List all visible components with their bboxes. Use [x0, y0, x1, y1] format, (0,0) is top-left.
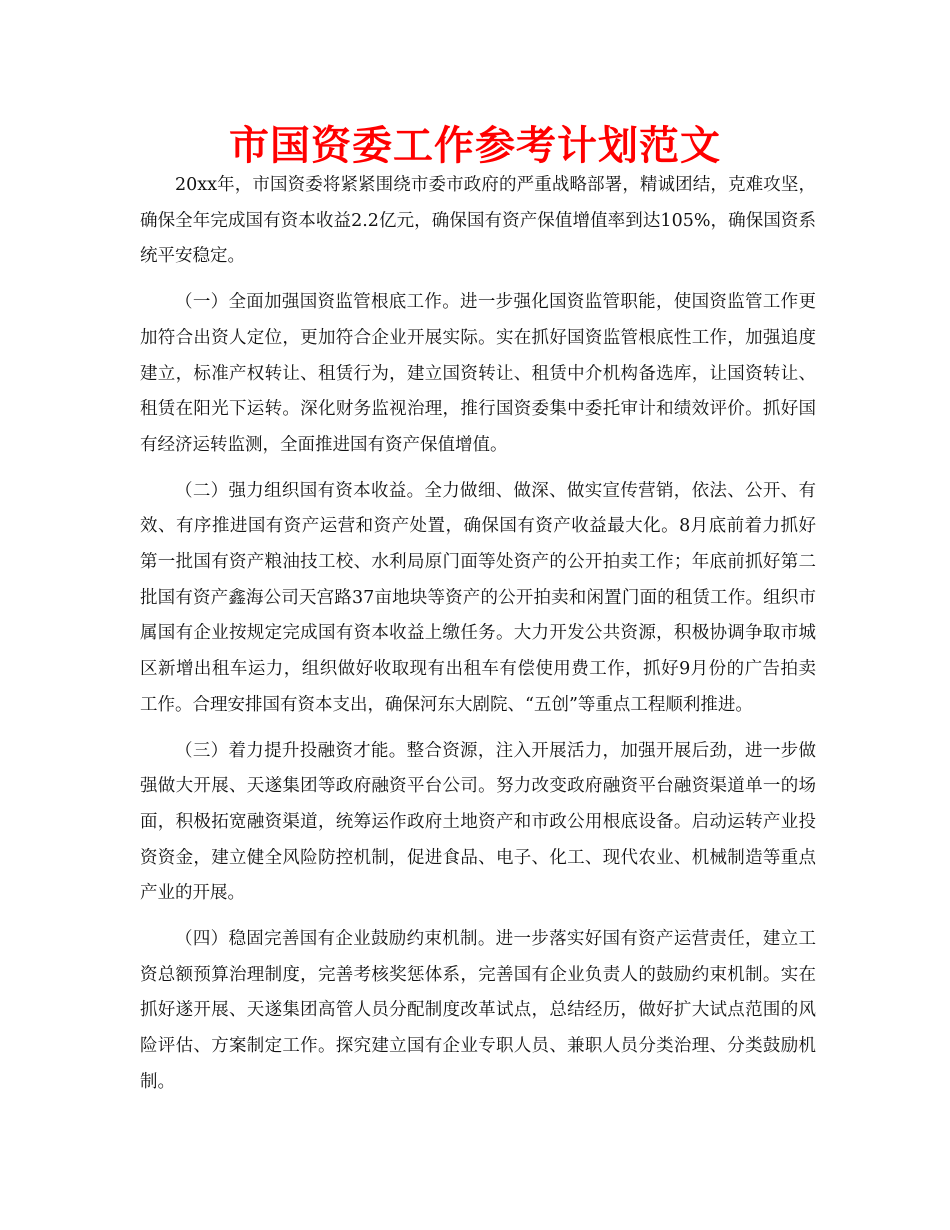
paragraph-section-2: （二）强力组织国有资本收益。全力做细、做深、做实宣传营销，依法、公开、有效、有序推进国有资产运营和资产处置，确保国有资产收益最大化。8月底前着力抓好第一批国有资产粮油技工校、水利局原门面等处资产的公开拍卖工作；年底前抓好第二批国有资产鑫海公司天宫路37亩地块等资产的公开拍卖和闲置门面的租赁工作。组织市属国有企业按规定完成国有资本收益上缴任务。大力开发公共资源，积极协调争取市城区新增出租车运力，组织做好收取现有出租车有偿使用费工作，抓好9月份的广告拍卖工作。合理安排国有资本支出，确保河东大剧院、“五创”等重点工程顺利推进。 [140, 480, 816, 715]
paragraph-section-1: （一）全面加强国资监管根底工作。进一步强化国资监管职能，使国资监管工作更加符合出资人定位，更加符合企业开展实际。实在抓好国资监管根底性工作，加强追度建立，标准产权转让、租赁行为，建立国资转让、租赁中介机构备选库，让国资转让、租赁在阳光下运转。深化财务监视治理，推行国资委集中委托审计和绩效评价。抓好国有经济运转监测，全面推进国有资产保值增值。 [140, 292, 816, 455]
paragraph-section-4: （四）稳固完善国有企业鼓励约束机制。进一步落实好国有资产运营责任，建立工资总额预算治理制度，完善考核奖惩体系，完善国有企业负责人的鼓励约束机制。实在抓好遂开展、天遂集团高管人员分配制度改革试点，总结经历，做好扩大试点范围的风险评估、方案制定工作。探究建立国有企业专职人员、兼职人员分类治理、分类鼓励机制。 [140, 929, 816, 1092]
document-body [140, 168, 816, 1111]
paragraph-section-3: （三）着力提升投融资才能。整合资源，注入开展活力，加强开展后劲，进一步做强做大开展、天遂集团等政府融资平台公司。努力改变政府融资平台融资渠道单一的场面，积极拓宽融资渠道，统筹运作政府土地资产和市政公用根底设备。启动运转产业投资资金，建立健全风险防控机制，促进食品、电子、化工、现代农业、机械制造等重点产业的开展。 [140, 740, 816, 904]
paragraph-intro: 20xx年，市国资委将紧紧围绕市委市政府的严重战略部署，精诚团结，克难攻坚，确保全年完成国有资本收益2.2亿元，确保国有资产保值增值率到达105%，确保国资系统平安稳定。 [140, 175, 816, 267]
document-title: 市国资委工作参考计划范文 [229, 123, 721, 169]
